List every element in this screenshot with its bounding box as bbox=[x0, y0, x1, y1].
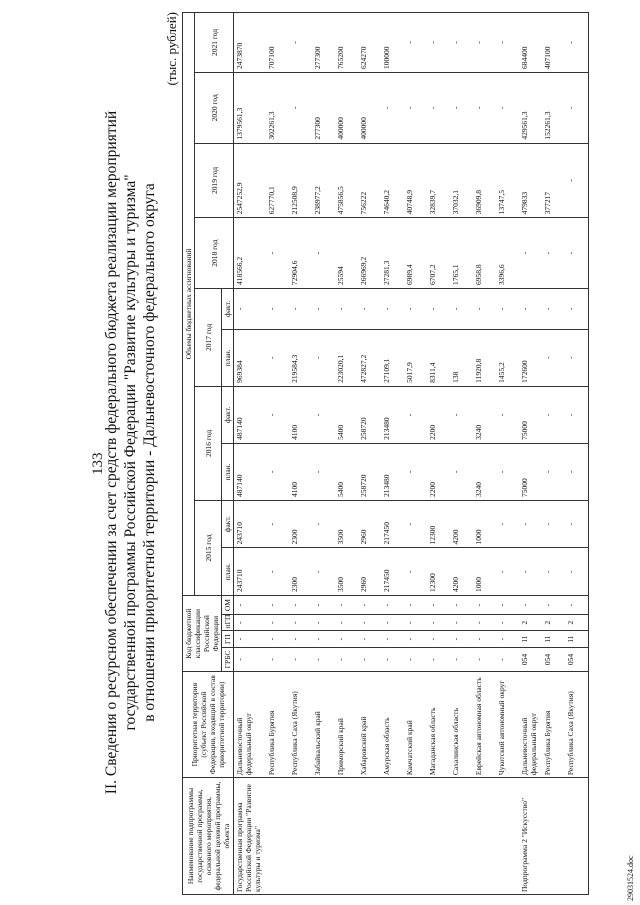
cell-territory: Приморский край bbox=[335, 672, 358, 778]
cell-name bbox=[473, 778, 496, 895]
cell-om: - bbox=[542, 596, 565, 615]
cell-value: 2300 bbox=[289, 548, 312, 596]
cell-gp: 11 bbox=[542, 631, 565, 647]
cell-value: - bbox=[427, 13, 450, 73]
table-body bbox=[234, 13, 589, 895]
cell-value: - bbox=[565, 329, 589, 386]
cell-territory: Камчатский край bbox=[404, 672, 427, 778]
cell-territory: Чукотский автономный округ bbox=[496, 672, 519, 778]
cell-value: - bbox=[473, 289, 496, 330]
cell-value: 75000 bbox=[519, 386, 542, 443]
cell-grbs: - bbox=[335, 647, 358, 671]
table-row bbox=[496, 13, 519, 895]
cell-gp: 11 bbox=[565, 631, 589, 647]
cell-value: - bbox=[565, 218, 589, 289]
cell-value: - bbox=[565, 443, 589, 500]
cell-value: - bbox=[496, 289, 519, 330]
table-row bbox=[427, 13, 450, 895]
cell-value: 1765,1 bbox=[450, 218, 473, 289]
cell-grbs: - bbox=[496, 647, 519, 671]
cell-value: 27109,1 bbox=[381, 329, 404, 386]
header-2017-plan: план. bbox=[222, 329, 234, 386]
cell-value: 302261,3 bbox=[266, 72, 289, 143]
cell-gp: - bbox=[496, 631, 519, 647]
cell-value: 400000 bbox=[358, 72, 381, 143]
cell-territory: Сахалинская область bbox=[450, 672, 473, 778]
cell-gp: - bbox=[312, 631, 335, 647]
cell-grbs: 054 bbox=[519, 647, 542, 671]
cell-grbs: 054 bbox=[542, 647, 565, 671]
cell-value: - bbox=[496, 443, 519, 500]
cell-value: 2300 bbox=[289, 500, 312, 548]
cell-value: 32839,7 bbox=[427, 143, 450, 218]
cell-value: - bbox=[473, 72, 496, 143]
header-2015: 2015 год bbox=[195, 500, 222, 595]
cell-value: - bbox=[427, 289, 450, 330]
cell-gp: - bbox=[473, 631, 496, 647]
cell-value: 8311,4 bbox=[427, 329, 450, 386]
cell-value: - bbox=[542, 289, 565, 330]
cell-om: - bbox=[519, 596, 542, 615]
cell-territory: Республика Бурятия bbox=[266, 672, 289, 778]
cell-grbs: - bbox=[312, 647, 335, 671]
cell-om: - bbox=[266, 596, 289, 615]
cell-pgp: - bbox=[473, 615, 496, 631]
cell-value: - bbox=[289, 72, 312, 143]
cell-value: 217450 bbox=[381, 500, 404, 548]
cell-value: - bbox=[542, 386, 565, 443]
cell-value: - bbox=[404, 289, 427, 330]
cell-value: 2547252,9 bbox=[234, 143, 267, 218]
header-2017: 2017 год bbox=[195, 289, 222, 387]
cell-territory: Республика Бурятия bbox=[542, 672, 565, 778]
cell-value: 238977,2 bbox=[312, 143, 335, 218]
cell-value: 1000 bbox=[473, 548, 496, 596]
cell-value: - bbox=[542, 218, 565, 289]
cell-grbs: - bbox=[473, 647, 496, 671]
cell-value: 258720 bbox=[358, 386, 381, 443]
cell-value: 243710 bbox=[234, 548, 267, 596]
cell-value: 6989,4 bbox=[404, 218, 427, 289]
cell-value: 624270 bbox=[358, 13, 381, 73]
cell-name bbox=[266, 778, 289, 895]
cell-om: - bbox=[335, 596, 358, 615]
table-row bbox=[404, 13, 427, 895]
table-row bbox=[266, 13, 289, 895]
title-line-3: в отношении приоритетной территории - Дальневосточного федерального округа bbox=[141, 183, 158, 722]
cell-value: 627770,1 bbox=[266, 143, 289, 218]
cell-value: 72904,6 bbox=[289, 218, 312, 289]
cell-value: 407100 bbox=[542, 13, 565, 73]
cell-value: - bbox=[496, 548, 519, 596]
cell-value: - bbox=[266, 386, 289, 443]
cell-gp: - bbox=[450, 631, 473, 647]
cell-value: 6707,2 bbox=[427, 218, 450, 289]
table-row bbox=[473, 13, 496, 895]
cell-value: - bbox=[519, 289, 542, 330]
cell-value: 172600 bbox=[519, 329, 542, 386]
cell-gp: - bbox=[266, 631, 289, 647]
cell-pgp: - bbox=[450, 615, 473, 631]
cell-value: 487140 bbox=[234, 386, 267, 443]
cell-territory: Забайкальский край bbox=[312, 672, 335, 778]
cell-om: - bbox=[473, 596, 496, 615]
cell-value: - bbox=[542, 548, 565, 596]
cell-value: 138 bbox=[450, 329, 473, 386]
cell-value: 5400 bbox=[335, 443, 358, 500]
cell-value: - bbox=[289, 13, 312, 73]
cell-value: 27281,3 bbox=[381, 218, 404, 289]
cell-value: 5017,9 bbox=[404, 329, 427, 386]
cell-value: 475856,5 bbox=[335, 143, 358, 218]
cell-grbs: - bbox=[427, 647, 450, 671]
cell-value: 2960 bbox=[358, 500, 381, 548]
cell-gp: - bbox=[358, 631, 381, 647]
table-row bbox=[312, 13, 335, 895]
cell-value: 11920,8 bbox=[473, 329, 496, 386]
cell-value: 3240 bbox=[473, 386, 496, 443]
cell-gp: - bbox=[234, 631, 267, 647]
cell-gp: - bbox=[335, 631, 358, 647]
cell-pgp: - bbox=[266, 615, 289, 631]
header-territory: Приоритетная территория (субъект Российской Федерации, входящий в состав приоритетной территории) bbox=[183, 672, 234, 778]
header-2016-plan: план. bbox=[222, 443, 234, 500]
cell-om: - bbox=[358, 596, 381, 615]
cell-value: - bbox=[473, 13, 496, 73]
cell-value: - bbox=[404, 500, 427, 548]
cell-value: 75000 bbox=[519, 443, 542, 500]
cell-name: Государственная программа Российской Федерации "Развитие культуры и туризма" bbox=[234, 778, 267, 895]
header-2021: 2021 год bbox=[195, 13, 234, 73]
cell-value: 37032,1 bbox=[450, 143, 473, 218]
cell-value: 4100 bbox=[289, 386, 312, 443]
cell-name bbox=[542, 778, 565, 895]
cell-name: Подпрограмма 2 "Искусство" bbox=[519, 778, 542, 895]
table-row bbox=[381, 13, 404, 895]
cell-value: - bbox=[358, 289, 381, 330]
cell-value: - bbox=[496, 500, 519, 548]
cell-value: - bbox=[565, 72, 589, 143]
cell-value: - bbox=[335, 289, 358, 330]
cell-value: - bbox=[427, 72, 450, 143]
header-2019: 2019 год bbox=[195, 143, 234, 218]
cell-grbs: - bbox=[289, 647, 312, 671]
cell-value: 243710 bbox=[234, 500, 267, 548]
cell-value: 2200 bbox=[427, 443, 450, 500]
cell-om: - bbox=[312, 596, 335, 615]
cell-value: 217450 bbox=[381, 548, 404, 596]
cell-value: - bbox=[266, 443, 289, 500]
cell-value: - bbox=[450, 72, 473, 143]
cell-value: 472827,2 bbox=[358, 329, 381, 386]
cell-pgp: - bbox=[312, 615, 335, 631]
cell-value: - bbox=[519, 500, 542, 548]
cell-value: 2473870 bbox=[234, 13, 267, 73]
table-row bbox=[335, 13, 358, 895]
cell-om: - bbox=[496, 596, 519, 615]
cell-name bbox=[358, 778, 381, 895]
cell-value: 429561,3 bbox=[519, 72, 542, 143]
cell-name bbox=[404, 778, 427, 895]
cell-pgp: 2 bbox=[519, 615, 542, 631]
cell-value: 12300 bbox=[427, 500, 450, 548]
cell-gp: 11 bbox=[519, 631, 542, 647]
cell-value: - bbox=[565, 13, 589, 73]
cell-value: 3240 bbox=[473, 443, 496, 500]
cell-territory: Республика Саха (Якутия) bbox=[565, 672, 589, 778]
cell-value: - bbox=[565, 500, 589, 548]
cell-value: - bbox=[312, 443, 335, 500]
cell-value: 258720 bbox=[358, 443, 381, 500]
table-row bbox=[565, 13, 589, 895]
cell-value: 1455,2 bbox=[496, 329, 519, 386]
units-label: (тыс. рублей) bbox=[164, 12, 179, 86]
cell-pgp: - bbox=[496, 615, 519, 631]
cell-territory: Еврейская автономная область bbox=[473, 672, 496, 778]
cell-value: 212508,9 bbox=[289, 143, 312, 218]
budget-table bbox=[182, 12, 589, 895]
cell-value: - bbox=[404, 548, 427, 596]
header-2016-fact: факт. bbox=[222, 386, 234, 443]
cell-value: - bbox=[565, 386, 589, 443]
cell-value: 400000 bbox=[335, 72, 358, 143]
cell-value: 13747,5 bbox=[496, 143, 519, 218]
cell-value: - bbox=[404, 386, 427, 443]
cell-value: 6958,8 bbox=[473, 218, 496, 289]
header-2015-plan: план. bbox=[222, 548, 234, 596]
cell-value: - bbox=[450, 443, 473, 500]
cell-pgp: 2 bbox=[542, 615, 565, 631]
cell-grbs: 054 bbox=[565, 647, 589, 671]
cell-value: 2200 bbox=[427, 386, 450, 443]
cell-value: 74640,2 bbox=[381, 143, 404, 218]
cell-value: - bbox=[266, 548, 289, 596]
cell-om: - bbox=[234, 596, 267, 615]
cell-name bbox=[565, 778, 589, 895]
cell-om: - bbox=[565, 596, 589, 615]
cell-name bbox=[335, 778, 358, 895]
table-row bbox=[234, 13, 267, 895]
cell-name bbox=[381, 778, 404, 895]
cell-value: - bbox=[312, 386, 335, 443]
cell-value: 765200 bbox=[335, 13, 358, 73]
table-row bbox=[289, 13, 312, 895]
cell-value: 969384 bbox=[234, 329, 267, 386]
cell-value: 2960 bbox=[358, 548, 381, 596]
cell-value: 277300 bbox=[312, 72, 335, 143]
cell-value: - bbox=[404, 443, 427, 500]
cell-name bbox=[450, 778, 473, 895]
cell-value: - bbox=[381, 289, 404, 330]
cell-value: 12300 bbox=[427, 548, 450, 596]
header-2016: 2016 год bbox=[195, 386, 222, 500]
cell-om: - bbox=[404, 596, 427, 615]
header-2020: 2020 год bbox=[195, 72, 234, 143]
cell-value: - bbox=[542, 329, 565, 386]
cell-value: 25594 bbox=[335, 218, 358, 289]
cell-territory: Амурская область bbox=[381, 672, 404, 778]
cell-value: 152261,3 bbox=[542, 72, 565, 143]
cell-value: 418566,2 bbox=[234, 218, 267, 289]
cell-value: - bbox=[312, 548, 335, 596]
cell-value: 1379561,3 bbox=[234, 72, 267, 143]
cell-grbs: - bbox=[381, 647, 404, 671]
cell-name bbox=[496, 778, 519, 895]
cell-value: 213480 bbox=[381, 443, 404, 500]
cell-value: 487140 bbox=[234, 443, 267, 500]
cell-pgp: - bbox=[289, 615, 312, 631]
cell-value: 377217 bbox=[542, 143, 565, 218]
cell-value: - bbox=[565, 289, 589, 330]
cell-value: - bbox=[496, 386, 519, 443]
doc-code: 29031524.doc bbox=[626, 855, 635, 901]
cell-value: 4100 bbox=[289, 443, 312, 500]
cell-gp: - bbox=[381, 631, 404, 647]
cell-value: - bbox=[289, 289, 312, 330]
cell-value: 100000 bbox=[381, 13, 404, 73]
cell-value: 5400 bbox=[335, 386, 358, 443]
cell-om: - bbox=[450, 596, 473, 615]
cell-name bbox=[312, 778, 335, 895]
cell-territory: Хабаровский край bbox=[358, 672, 381, 778]
cell-value: - bbox=[496, 13, 519, 73]
cell-value: - bbox=[565, 143, 589, 218]
header-pgp: пГП bbox=[222, 615, 234, 631]
cell-territory: Дальневосточный федеральный округ bbox=[234, 672, 267, 778]
cell-value: - bbox=[266, 289, 289, 330]
cell-value: 4200 bbox=[450, 548, 473, 596]
cell-pgp: 2 bbox=[565, 615, 589, 631]
cell-value: - bbox=[450, 289, 473, 330]
cell-value: - bbox=[496, 72, 519, 143]
cell-value: - bbox=[312, 500, 335, 548]
cell-value: - bbox=[404, 72, 427, 143]
cell-value: - bbox=[542, 443, 565, 500]
cell-value: - bbox=[565, 548, 589, 596]
cell-value: 4200 bbox=[450, 500, 473, 548]
cell-grbs: - bbox=[234, 647, 267, 671]
page-number: 133 bbox=[90, 452, 106, 475]
cell-value: - bbox=[381, 72, 404, 143]
cell-value: - bbox=[519, 548, 542, 596]
cell-value: 479833 bbox=[519, 143, 542, 218]
cell-pgp: - bbox=[381, 615, 404, 631]
cell-grbs: - bbox=[266, 647, 289, 671]
cell-value: 277300 bbox=[312, 13, 335, 73]
cell-value: 219584,3 bbox=[289, 329, 312, 386]
cell-grbs: - bbox=[404, 647, 427, 671]
cell-value: 36909,8 bbox=[473, 143, 496, 218]
cell-pgp: - bbox=[234, 615, 267, 631]
cell-grbs: - bbox=[358, 647, 381, 671]
cell-om: - bbox=[289, 596, 312, 615]
cell-value: 213480 bbox=[381, 386, 404, 443]
header-om: ОМ bbox=[222, 596, 234, 615]
cell-value: - bbox=[450, 386, 473, 443]
cell-value: 40748,9 bbox=[404, 143, 427, 218]
cell-value: - bbox=[450, 13, 473, 73]
cell-value: 3396,6 bbox=[496, 218, 519, 289]
cell-pgp: - bbox=[335, 615, 358, 631]
cell-gp: - bbox=[427, 631, 450, 647]
cell-value: - bbox=[234, 289, 267, 330]
cell-value: 707100 bbox=[266, 13, 289, 73]
table-row bbox=[542, 13, 565, 895]
cell-om: - bbox=[427, 596, 450, 615]
cell-value: - bbox=[404, 13, 427, 73]
cell-value: - bbox=[266, 329, 289, 386]
cell-gp: - bbox=[289, 631, 312, 647]
cell-value: 1000 bbox=[473, 500, 496, 548]
header-2015-fact: факт. bbox=[222, 500, 234, 548]
table-row bbox=[519, 13, 542, 895]
cell-value: 756222 bbox=[358, 143, 381, 218]
header-name: Наименование подпрограммы государственной программы, основного мероприятия, федеральной целевой программы, объекта bbox=[183, 778, 234, 895]
cell-name bbox=[289, 778, 312, 895]
cell-om: - bbox=[381, 596, 404, 615]
cell-value: 684400 bbox=[519, 13, 542, 73]
cell-value: - bbox=[266, 218, 289, 289]
header-gp: ГП bbox=[222, 631, 234, 647]
cell-value: - bbox=[542, 500, 565, 548]
title-line-2: государственной программы Российской Федерации "Развитие культуры и туризма" bbox=[122, 174, 139, 731]
cell-pgp: - bbox=[358, 615, 381, 631]
header-grbs: ГРБС bbox=[222, 647, 234, 671]
cell-territory: Дальневосточный федеральный округ bbox=[519, 672, 542, 778]
cell-pgp: - bbox=[427, 615, 450, 631]
cell-grbs: - bbox=[450, 647, 473, 671]
cell-value: - bbox=[312, 218, 335, 289]
cell-value: - bbox=[312, 329, 335, 386]
table-row bbox=[358, 13, 381, 895]
cell-value: 266969,2 bbox=[358, 218, 381, 289]
cell-value: - bbox=[519, 218, 542, 289]
cell-value: 3500 bbox=[335, 500, 358, 548]
header-bk: Код бюджетной классификации Российской Федерации bbox=[183, 596, 222, 672]
cell-name bbox=[427, 778, 450, 895]
cell-value: - bbox=[312, 289, 335, 330]
cell-pgp: - bbox=[404, 615, 427, 631]
cell-territory: Республика Саха (Якутия) bbox=[289, 672, 312, 778]
cell-territory: Магаданская область bbox=[427, 672, 450, 778]
title-line-1: II. Сведения о ресурсном обеспечении за счет средств федерального бюджета реализации мероприятий bbox=[103, 110, 120, 795]
cell-value: 3500 bbox=[335, 548, 358, 596]
header-volumes: Объемы бюджетных ассигнований bbox=[183, 13, 195, 596]
table-row bbox=[450, 13, 473, 895]
cell-value: - bbox=[266, 500, 289, 548]
cell-value: 223020,1 bbox=[335, 329, 358, 386]
header-2017-fact: факт. bbox=[222, 289, 234, 330]
header-2018: 2018 год bbox=[195, 218, 234, 289]
cell-gp: - bbox=[404, 631, 427, 647]
